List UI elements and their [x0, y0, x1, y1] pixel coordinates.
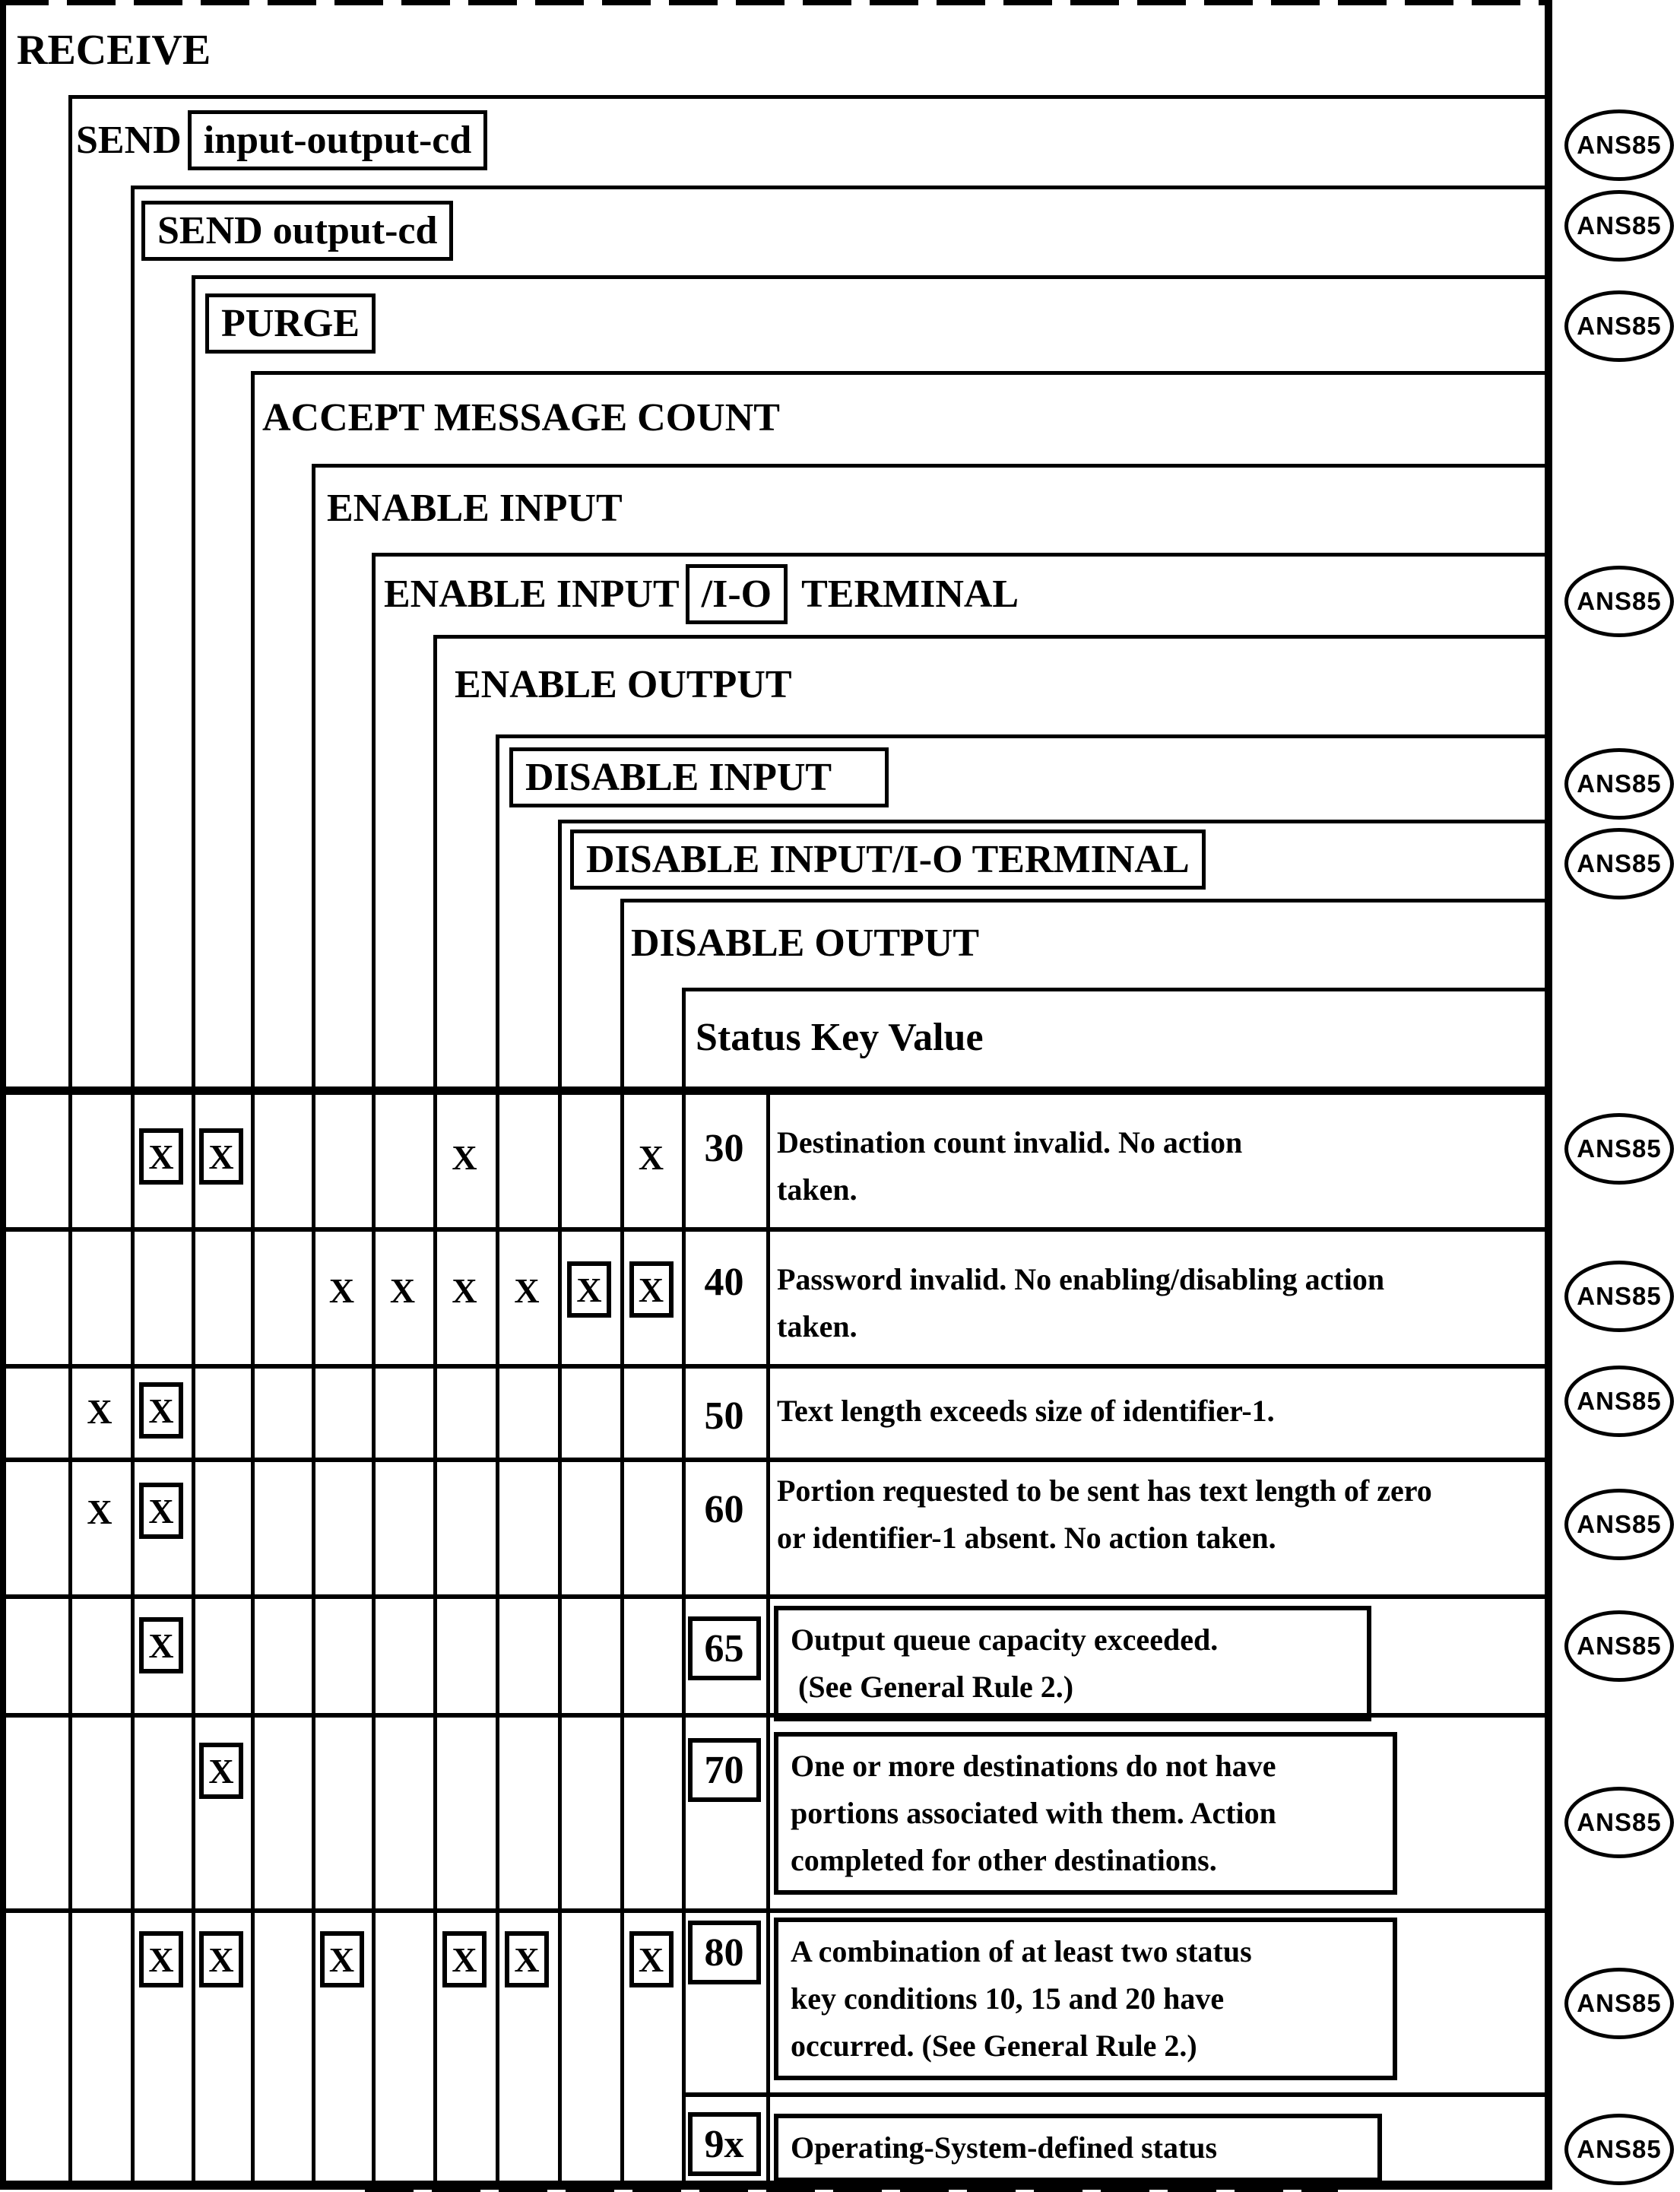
x-mark-boxed: X — [139, 1382, 183, 1439]
stair-top-line — [192, 275, 1545, 279]
ans85-badge-label: ANS85 — [1577, 769, 1662, 798]
ans85-badge — [1564, 190, 1674, 262]
ans85-badge — [1564, 2114, 1674, 2185]
ans85-badge-label: ANS85 — [1577, 1989, 1662, 2017]
status-description-line: Text length exceeds size of identifier-1. — [777, 1394, 1275, 1428]
status-description-line: taken. — [777, 1172, 857, 1207]
statement-label-enable-output — [455, 635, 792, 734]
statement-keyword-box: input-output-cd — [188, 110, 488, 170]
ans85-badge-label: ANS85 — [1577, 849, 1662, 877]
x-mark: X — [638, 1137, 664, 1177]
status-description-line: Destination count invalid. No action — [777, 1125, 1243, 1159]
status-description — [774, 2114, 1382, 2182]
row-separator — [0, 1364, 1552, 1369]
ans85-badge-label: ANS85 — [1577, 1134, 1662, 1163]
statement-keyword-box: PURGE — [205, 293, 376, 354]
status-description-line: (See General Rule 2.) — [791, 1670, 1074, 1704]
status-description-line: Password invalid. No enabling/disabling action — [777, 1262, 1385, 1296]
status-description-line: occurred. (See General Rule 2.) — [791, 2029, 1197, 2063]
row-separator — [0, 1908, 1552, 1913]
statement-label-receive — [17, 5, 211, 95]
status-description — [777, 1119, 1242, 1213]
statement-keyword: Status Key Value — [696, 1015, 984, 1059]
statement-label-disable-input-io-terminal — [564, 820, 1212, 899]
statement-label-disable-output — [631, 899, 979, 988]
statement-keyword: ENABLE OUTPUT — [455, 663, 792, 706]
status-key-value-60: 60 — [704, 1487, 744, 1531]
status-key-value-9x: 9x — [688, 2112, 761, 2176]
ans85-badge — [1564, 1968, 1674, 2039]
status-description-line: One or more destinations do not have — [791, 1749, 1276, 1783]
status-description-line: Operating-System-defined status — [791, 2130, 1218, 2165]
statement-keyword-box: DISABLE INPUT — [509, 747, 889, 807]
status-description-line: key conditions 10, 15 and 20 have — [791, 1981, 1225, 2016]
status-description — [774, 1918, 1397, 2080]
ans85-badge — [1564, 748, 1674, 820]
status-key-value-65: 65 — [688, 1616, 761, 1680]
x-mark-boxed: X — [629, 1261, 674, 1318]
x-mark-boxed: X — [139, 1617, 183, 1673]
x-mark-boxed: X — [139, 1931, 183, 1987]
statement-label-send-output-cd — [135, 186, 459, 275]
ans85-badge-label: ANS85 — [1577, 1282, 1662, 1310]
ans85-badge-label: ANS85 — [1577, 1387, 1662, 1415]
column-line — [620, 899, 624, 2181]
status-description — [777, 1467, 1432, 1562]
ans85-badge — [1564, 566, 1674, 637]
statement-label-purge — [199, 275, 382, 371]
column-line — [68, 95, 72, 2181]
ans85-badge — [1564, 1489, 1674, 1560]
statement-keyword-box: SEND output-cd — [141, 201, 453, 261]
statement-keyword: ENABLE INPUT — [384, 572, 680, 616]
x-mark: X — [514, 1270, 540, 1310]
status-description — [777, 1388, 1275, 1435]
ans85-badge-label: ANS85 — [1577, 1808, 1662, 1836]
status-description-line: Output queue capacity exceeded. — [791, 1623, 1219, 1657]
status-description-line: Portion requested to be sent has text length of zero — [777, 1473, 1432, 1508]
status-description — [777, 1256, 1384, 1350]
status-description-line: completed for other destinations. — [791, 1843, 1217, 1877]
status-description — [774, 1732, 1397, 1895]
column-line — [558, 820, 562, 2181]
statement-keyword: ACCEPT MESSAGE COUNT — [262, 395, 780, 439]
statement-label-send-input-output-cd — [76, 95, 493, 186]
x-mark: X — [87, 1391, 113, 1431]
status-key-value-50: 50 — [704, 1394, 744, 1438]
x-mark-boxed: X — [199, 1931, 243, 1987]
statement-label-enable-input-io-terminal — [384, 553, 1019, 635]
x-mark: X — [452, 1137, 477, 1177]
statement-label-accept-message-count — [262, 371, 780, 464]
x-mark: X — [389, 1270, 416, 1310]
statement-label-disable-input — [503, 734, 895, 820]
ans85-badge-label: ANS85 — [1577, 312, 1662, 340]
x-mark-boxed: X — [199, 1128, 243, 1185]
row-separator — [0, 1227, 1552, 1232]
status-description-line: taken. — [777, 1309, 857, 1343]
ans85-badge — [1564, 109, 1674, 181]
x-mark-boxed: X — [139, 1128, 183, 1185]
ans85-badge — [1564, 828, 1674, 899]
ans85-badge-label: ANS85 — [1577, 2135, 1662, 2163]
status-description-line: A combination of at least two status — [791, 1934, 1252, 1968]
ans85-badge-label: ANS85 — [1577, 587, 1662, 615]
statement-keyword: RECEIVE — [17, 27, 211, 74]
statement-keyword: DISABLE OUTPUT — [631, 922, 979, 965]
x-mark-boxed: X — [567, 1261, 611, 1318]
x-mark-boxed: X — [505, 1931, 549, 1987]
status-key-value-70: 70 — [688, 1738, 761, 1802]
ans85-badge-label: ANS85 — [1577, 131, 1662, 159]
ans85-badge — [1564, 1787, 1674, 1858]
x-mark-boxed: X — [442, 1931, 487, 1987]
ans85-badge-label: ANS85 — [1577, 211, 1662, 240]
status-key-value-40: 40 — [704, 1260, 744, 1304]
statement-label-status-key-value — [696, 988, 984, 1086]
ans85-badge-label: ANS85 — [1577, 1510, 1662, 1538]
x-mark: X — [87, 1492, 113, 1531]
x-mark: X — [328, 1270, 355, 1310]
ans85-badge — [1564, 290, 1674, 362]
statement-label-enable-input — [327, 464, 623, 553]
statement-keyword-box: DISABLE INPUT/I-O TERMINAL — [570, 830, 1206, 890]
statement-keyword: TERMINAL — [801, 572, 1019, 616]
status-description-line: portions associated with them. Action — [791, 1796, 1276, 1830]
x-mark: X — [452, 1270, 477, 1310]
x-mark-boxed: X — [139, 1483, 183, 1539]
x-mark-boxed: X — [629, 1931, 674, 1987]
x-mark-boxed: X — [199, 1743, 243, 1799]
status-description-line: or identifier-1 absent. No action taken. — [777, 1521, 1276, 1555]
header-body-separator — [0, 1086, 1552, 1095]
column-line — [312, 464, 315, 2181]
status-description-divider — [766, 1086, 770, 2181]
table-border-left — [0, 0, 6, 2190]
column-line — [131, 186, 135, 2181]
ans85-badge — [1564, 1366, 1674, 1437]
row-separator — [0, 1458, 1552, 1462]
ans85-badge — [1564, 1113, 1674, 1185]
row-separator — [0, 1594, 1552, 1599]
ans85-badge — [1564, 1261, 1674, 1332]
row-separator — [682, 2092, 1552, 2097]
statement-keyword: ENABLE INPUT — [327, 487, 623, 530]
statement-keyword-box: /I-O — [686, 564, 788, 624]
ans85-badge-label: ANS85 — [1577, 1632, 1662, 1660]
status-key-value-80: 80 — [688, 1921, 761, 1984]
status-description — [774, 1606, 1371, 1721]
column-line — [433, 635, 437, 2181]
table-border-right — [1545, 0, 1552, 2190]
statement-keyword: SEND — [76, 119, 182, 162]
ans85-badge — [1564, 1610, 1674, 1682]
x-mark-boxed: X — [320, 1931, 364, 1987]
status-key-value-30: 30 — [704, 1126, 744, 1170]
table-border-top — [0, 0, 1552, 5]
